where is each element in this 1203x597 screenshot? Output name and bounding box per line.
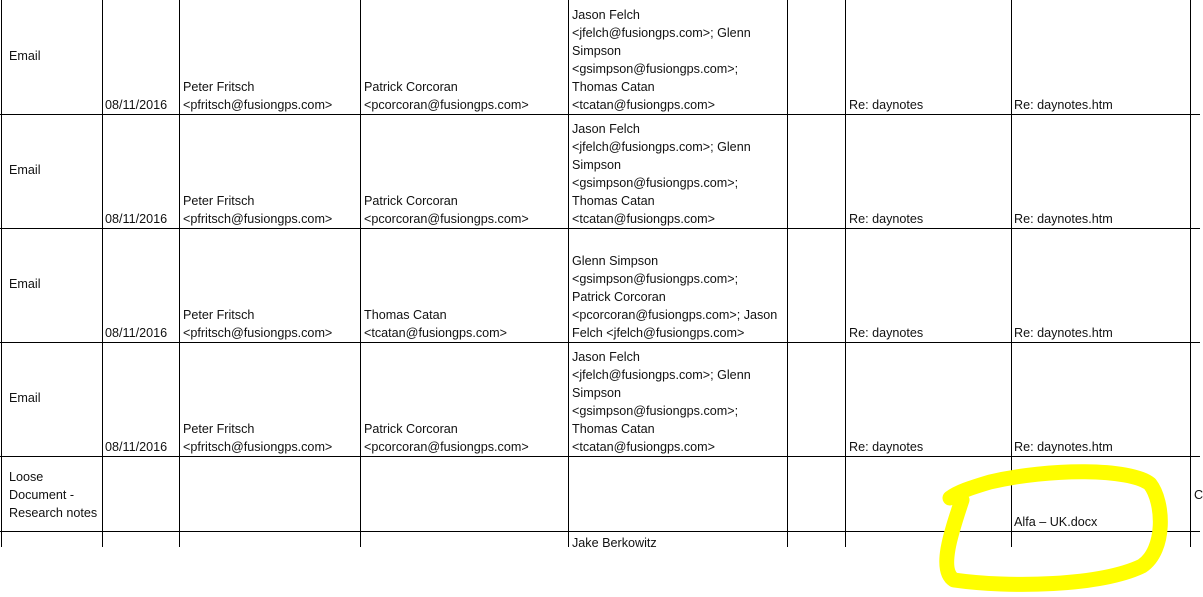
- grid-line: [1011, 0, 1012, 547]
- to-line: Patrick Corcoran: [364, 422, 458, 436]
- cc-line: Patrick Corcoran: [572, 290, 666, 304]
- to-line: Patrick Corcoran: [364, 194, 458, 208]
- to-line: Patrick Corcoran: [364, 80, 458, 94]
- from-line: Peter Fritsch: [183, 194, 255, 208]
- date-cell: 08/11/2016: [105, 212, 168, 226]
- attachment-cell: Re: daynotes.htm: [1014, 440, 1113, 454]
- cc-line: Jason Felch: [572, 8, 640, 22]
- cc-line: Simpson: [572, 386, 621, 400]
- grid-line: [0, 456, 1200, 457]
- grid-line: [845, 0, 846, 547]
- from-line: Peter Fritsch: [183, 422, 255, 436]
- cc-cell: Jake Berkowitz: [572, 536, 657, 550]
- cc-cell: [572, 252, 777, 342]
- type-line: Loose: [9, 470, 44, 484]
- type-cell: Email: [9, 277, 41, 291]
- cc-line: <gsimpson@fusiongps.com>;: [572, 176, 739, 190]
- from-line: <pfritsch@fusiongps.com>: [183, 212, 333, 226]
- type-cell: [9, 468, 97, 522]
- grid-line: [1190, 0, 1191, 547]
- subject-cell: Re: daynotes: [849, 440, 924, 454]
- cc-line: Jason Felch: [572, 122, 640, 136]
- cc-line: Simpson: [572, 44, 621, 58]
- grid-line: [0, 342, 1200, 343]
- clipped-edge-text: C: [1194, 488, 1203, 502]
- type-cell: Email: [9, 391, 41, 405]
- from-cell: [183, 192, 332, 228]
- cc-line: <jfelch@fusiongps.com>; Glenn: [572, 368, 751, 382]
- attachment-cell: Re: daynotes.htm: [1014, 326, 1113, 340]
- cc-line: Thomas Catan: [572, 80, 655, 94]
- to-line: <pcorcoran@fusiongps.com>: [364, 98, 529, 112]
- attachment-cell: Re: daynotes.htm: [1014, 98, 1113, 112]
- cc-line: Thomas Catan: [572, 422, 655, 436]
- date-cell: 08/11/2016: [105, 440, 168, 454]
- from-cell: [183, 306, 332, 342]
- cc-line: <tcatan@fusiongps.com>: [572, 212, 716, 226]
- from-line: <pfritsch@fusiongps.com>: [183, 98, 333, 112]
- cc-line: <gsimpson@fusiongps.com>;: [572, 404, 739, 418]
- grid-line: [568, 0, 569, 547]
- from-cell: [183, 78, 332, 114]
- cc-cell: [572, 120, 751, 228]
- to-cell: [364, 78, 529, 114]
- grid-line: [1, 0, 2, 547]
- grid-line: [0, 228, 1200, 229]
- from-line: <pfritsch@fusiongps.com>: [183, 326, 333, 340]
- to-cell: [364, 420, 529, 456]
- cc-line: Simpson: [572, 158, 621, 172]
- date-cell: 08/11/2016: [105, 98, 168, 112]
- cc-line: <gsimpson@fusiongps.com>;: [572, 62, 739, 76]
- cc-line: <jfelch@fusiongps.com>; Glenn: [572, 140, 751, 154]
- to-line: <pcorcoran@fusiongps.com>: [364, 212, 529, 226]
- from-line: Peter Fritsch: [183, 308, 255, 322]
- type-line: Research notes: [9, 506, 98, 520]
- grid-line: [787, 0, 788, 547]
- attachment-cell: Alfa – UK.docx: [1014, 515, 1098, 529]
- to-line: Thomas Catan: [364, 308, 447, 322]
- type-cell: Email: [9, 49, 41, 63]
- cc-line: <tcatan@fusiongps.com>: [572, 440, 716, 454]
- attachment-cell: Re: daynotes.htm: [1014, 212, 1113, 226]
- grid-line: [179, 0, 180, 547]
- from-line: <pfritsch@fusiongps.com>: [183, 440, 333, 454]
- cc-line: Thomas Catan: [572, 194, 655, 208]
- subject-cell: Re: daynotes: [849, 98, 924, 112]
- date-cell: 08/11/2016: [105, 326, 168, 340]
- to-line: <tcatan@fusiongps.com>: [364, 326, 508, 340]
- from-line: Peter Fritsch: [183, 80, 255, 94]
- type-line: Document -: [9, 488, 75, 502]
- to-line: <pcorcoran@fusiongps.com>: [364, 440, 529, 454]
- cc-cell: [572, 348, 751, 456]
- to-cell: [364, 306, 507, 342]
- cc-cell: [572, 6, 751, 114]
- cc-line: Felch <jfelch@fusiongps.com>: [572, 326, 745, 340]
- table-row-partial: [0, 531, 1200, 550]
- cc-line: Jason Felch: [572, 350, 640, 364]
- cc-line: <gsimpson@fusiongps.com>;: [572, 272, 739, 286]
- cc-line: <jfelch@fusiongps.com>; Glenn: [572, 26, 751, 40]
- to-cell: [364, 192, 529, 228]
- subject-cell: Re: daynotes: [849, 326, 924, 340]
- grid-line: [0, 114, 1200, 115]
- from-cell: [183, 420, 332, 456]
- type-cell: Email: [9, 163, 41, 177]
- subject-cell: Re: daynotes: [849, 212, 924, 226]
- cc-line: <tcatan@fusiongps.com>: [572, 98, 716, 112]
- grid-line: [102, 0, 103, 547]
- cc-line: <pcorcoran@fusiongps.com>; Jason: [572, 308, 778, 322]
- cc-line: Glenn Simpson: [572, 254, 659, 268]
- grid-line: [360, 0, 361, 547]
